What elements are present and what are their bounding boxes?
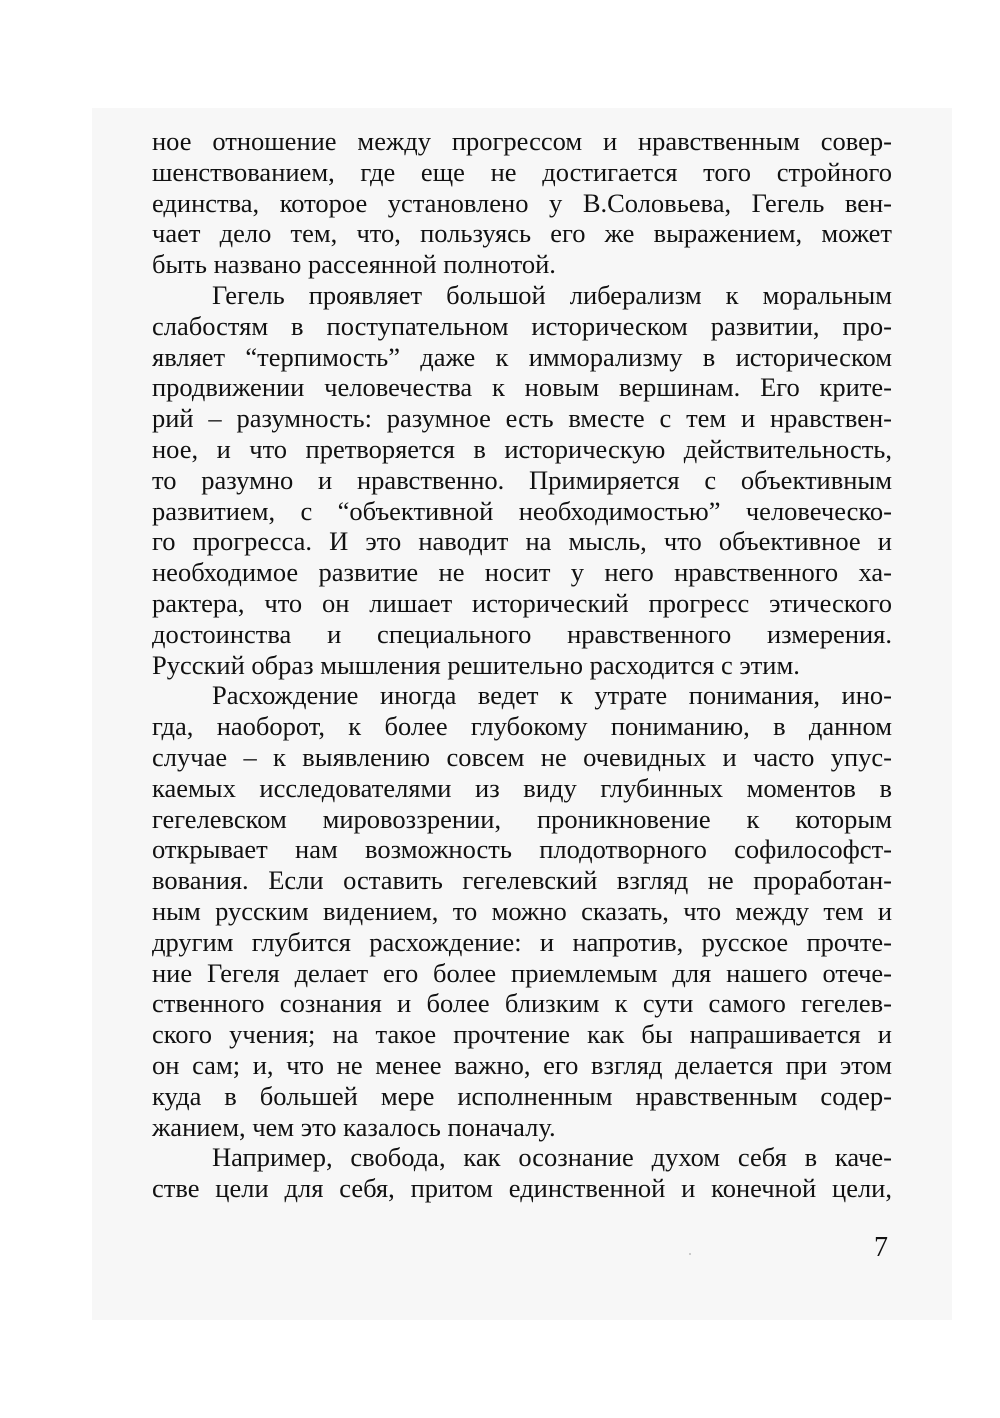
text-line: Гегель проявляет большой либерализм к моральным (212, 279, 892, 310)
text-line: куда в большей мере исполненным нравственным содер- (152, 1080, 892, 1111)
text-line: быть названо рассеянной полнотой. (152, 249, 556, 280)
text-line: ние Гегеля делает его более приемлемым для нашего отече- (152, 957, 892, 988)
text-line: шенствованием, где еще не достигается того стройного (152, 156, 892, 187)
text-line: являет “терпимость” даже к имморализму в историческом (152, 341, 892, 372)
paragraph-1 (152, 126, 892, 280)
page-number: 7 (874, 1232, 888, 1263)
paragraph-2 (152, 280, 892, 680)
paragraph-3 (152, 680, 892, 1142)
paragraph-4 (152, 1142, 892, 1204)
text-line: ственного сознания и более близким к сути самого гегелев- (152, 988, 892, 1019)
text-line: го прогресса. И это наводит на мысль, что объективное и (152, 526, 892, 557)
text-line: ского учения; на такое прочтение как бы напрашивается и (152, 1019, 892, 1050)
text-line: ное, и что претворяется в историческую действительность, (152, 433, 892, 464)
text-line: единства, которое установлено у В.Соловьева, Гегель вен- (152, 187, 892, 218)
text-line: необходимое развитие не носит у него нравственного ха- (152, 557, 892, 588)
text-line: Русский образ мышления решительно расходится с этим. (152, 649, 800, 680)
text-line: достоинства и специального нравственного измерения. (152, 618, 892, 649)
text-line: Например, свобода, как осознание духом себя в каче- (212, 1142, 892, 1173)
text-line: ное отношение между прогрессом и нравственным совер- (152, 126, 892, 156)
text-line: стве цели для себя, притом единственной и конечной цели, (152, 1173, 892, 1204)
text-line: слабостям в поступательном историческом развитии, про- (152, 310, 892, 341)
text-line: другим глубится расхождение: и напротив, русское прочте- (152, 926, 892, 957)
text-line: гда, наоборот, к более глубокому пониманию, в данном (152, 711, 892, 742)
text-line: жанием, чем это казалось поначалу. (152, 1111, 556, 1142)
text-line: вования. Если оставить гегелевский взгляд не проработан- (152, 865, 892, 896)
text-line: случае – к выявлению совсем не очевидных и часто упус- (152, 741, 892, 772)
text-line: он сам; и, что не менее важно, его взгляд делается при этом (152, 1049, 892, 1080)
text-line: продвижении человечества к новым вершинам. Его крите- (152, 372, 892, 403)
text-line: Расхождение иногда ведет к утрате понимания, ино- (212, 680, 892, 711)
text-line: развитием, с “объективной необходимостью” человеческо- (152, 495, 892, 526)
text-line: рактера, что он лишает исторический прогресс этического (152, 587, 892, 618)
text-line: рий – разумность: разумное есть вместе с тем и нравствен- (152, 403, 892, 434)
text-line: то разумно и нравственно. Примиряется с объективным (152, 464, 892, 495)
scan-speck (689, 1253, 691, 1255)
text-line: ным русским видением, то можно сказать, что между тем и (152, 895, 892, 926)
text-line: каемых исследователями из виду глубинных моментов в (152, 772, 892, 803)
text-line: открывает нам возможность плодотворного софилософст- (152, 834, 892, 865)
text-line: чает дело тем, что, пользуясь его же выражением, может (152, 218, 892, 249)
body-text (152, 126, 892, 1204)
text-line: гегелевском мировоззрении, проникновение к которым (152, 803, 892, 834)
